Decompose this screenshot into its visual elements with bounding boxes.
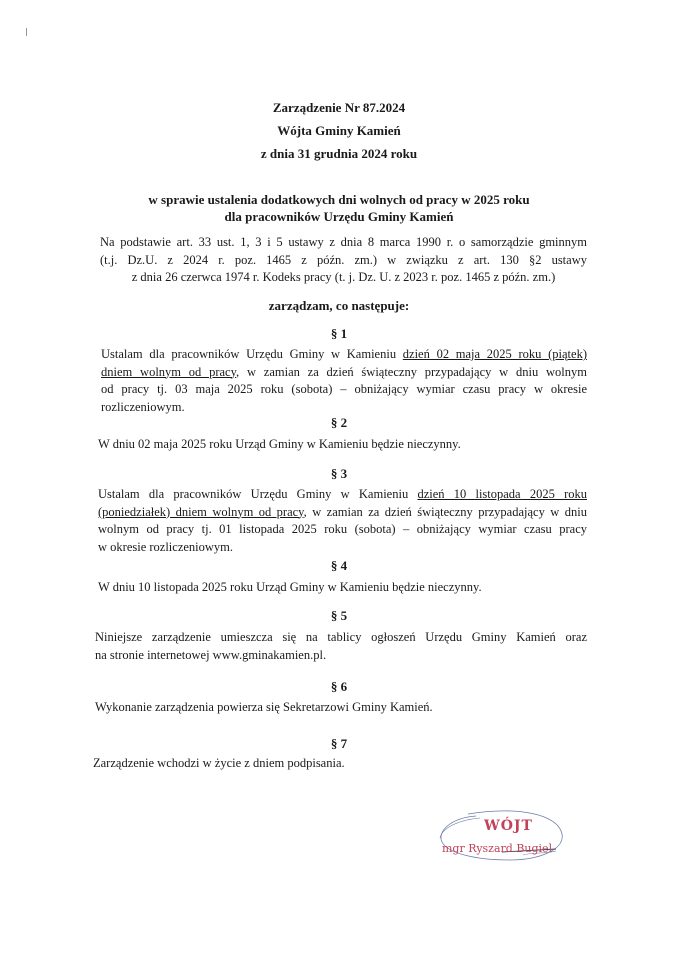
signature-stamp <box>428 808 578 872</box>
section-2-text: W dniu 02 maja 2025 roku Urząd Gminy w Kamieniu będzie nieczynny. <box>98 437 461 451</box>
section-5-heading: § 5 <box>330 608 348 623</box>
section-7-text: Zarządzenie wchodzi w życie z dniem podpisania. <box>93 756 345 770</box>
legal-basis-line-3: z dnia 26 czerwca 1974 r. Kodeks pracy (t. j. Dz. U. z 2023 r. poz. 1465 z późn. zm.) <box>131 270 556 284</box>
legal-basis-line-2: (t.j. Dz.U. z 2024 r. poz. 1465 z późn. zm.) w związku z art. 130 §2 ustawy <box>100 252 587 267</box>
section-1-text <box>101 346 587 416</box>
ordinance-date: z dnia 31 grudnia 2024 roku <box>260 146 418 161</box>
section-5-text <box>95 629 587 664</box>
section-6-heading: § 6 <box>330 679 348 694</box>
section-5-line-2: na stronie internetowej www.gminakamien.pl. <box>95 647 327 662</box>
ordinance-subject <box>0 191 678 225</box>
section-6-text: Wykonanie zarządzenia powierza się Sekretarzowi Gminy Kamień. <box>95 700 433 714</box>
ordinance-number: Zarządzenie Nr 87.2024 <box>272 100 406 115</box>
section-1-day-off-date: dzień 02 maja 2025 roku (piątek) <box>402 347 587 361</box>
section-3-text <box>98 486 587 556</box>
section-3-line-3: wolnym od pracy tj. 01 listopada 2025 roku (sobota) – obniżający wymiar czasu pracy <box>98 522 587 536</box>
decree-statement: zarządzam, co następuje: <box>268 298 410 313</box>
stamp-title: WÓJT <box>484 818 533 834</box>
section-3-line-2: (poniedziałek) dniem wolnym od pracy, w zamian za dzień świąteczny przypadający w dniu <box>98 504 587 519</box>
section-7-heading: § 7 <box>330 736 348 751</box>
section-2-heading: § 2 <box>330 415 348 430</box>
section-1-day-off-label: dniem wolnym od pracy <box>101 364 237 379</box>
section-1-line-2: dniem wolnym od pracy, w zamian za dzień świąteczny przypadający w dniu wolnym <box>101 364 587 379</box>
section-5-line-1: Niniejsze zarządzenie umieszcza się na tablicy ogłoszeń Urzędu Gminy Kamień oraz <box>95 630 587 644</box>
section-1-line-1: Ustalam dla pracowników Urzędu Gminy w Kamieniu dzień 02 maja 2025 roku (piątek) <box>101 347 587 361</box>
section-4-heading: § 4 <box>330 558 348 573</box>
section-4-text: W dniu 10 listopada 2025 roku Urząd Gminy w Kamieniu będzie nieczynny. <box>98 580 482 594</box>
section-3-line-4: w okresie rozliczeniowym. <box>98 539 234 554</box>
section-3-line-1: Ustalam dla pracowników Urzędu Gminy w Kamieniu dzień 10 listopada 2025 roku <box>98 487 587 501</box>
subject-line-2: dla pracowników Urzędu Gminy Kamień <box>224 209 454 224</box>
subject-line-1: w sprawie ustalenia dodatkowych dni wolnych od pracy w 2025 roku <box>148 192 530 207</box>
section-1-line-3: od pracy tj. 03 maja 2025 roku (sobota) – obniżający wymiar czasu pracy w okresie <box>101 382 587 396</box>
legal-basis-line-1: Na podstawie art. 33 ust. 1, 3 i 5 ustawy z dnia 8 marca 1990 r. o samorządzie gminnym <box>100 235 587 249</box>
section-1-line-4: rozliczeniowym. <box>101 399 185 414</box>
legal-basis <box>100 234 587 287</box>
section-3-heading: § 3 <box>330 466 348 481</box>
ordinance-issuer: Wójta Gminy Kamień <box>277 123 401 138</box>
section-1-heading: § 1 <box>330 326 348 341</box>
scan-mark <box>26 28 27 36</box>
section-3-day-off-date: dzień 10 listopada 2025 roku <box>417 487 587 501</box>
section-3-day-off-label: (poniedziałek) dniem wolnym od pracy <box>98 504 304 519</box>
stamp-name: mgr Ryszard Bugiel <box>442 842 553 855</box>
